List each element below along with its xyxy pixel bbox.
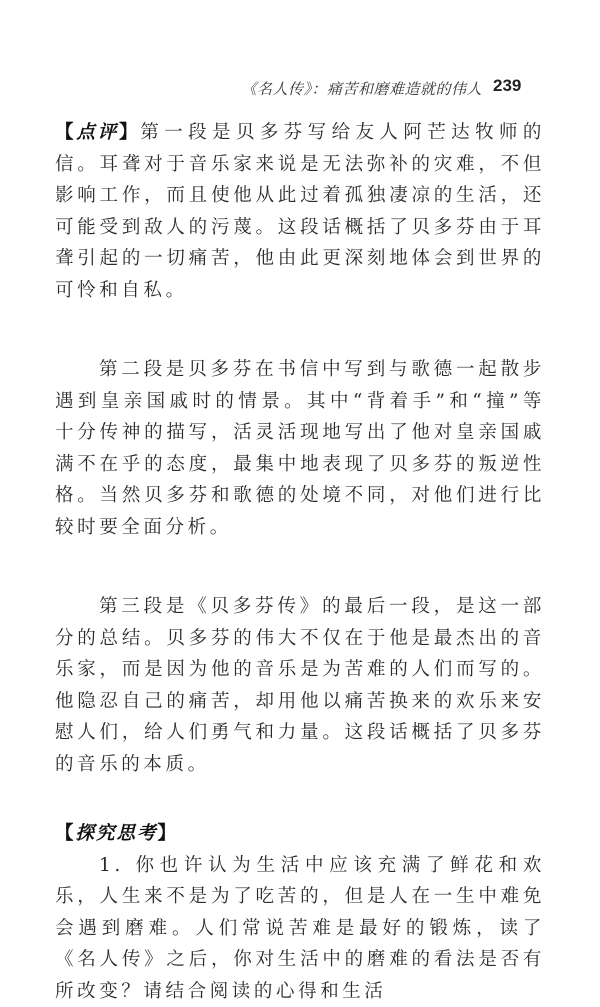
paragraph-spacer bbox=[55, 543, 545, 591]
running-header bbox=[0, 76, 600, 100]
bracket-close: 】 bbox=[158, 823, 179, 844]
commentary-label-text: 点评 bbox=[76, 122, 119, 143]
inquiry-heading-text: 探究思考 bbox=[76, 823, 158, 844]
commentary-label bbox=[55, 122, 140, 143]
page-body bbox=[55, 117, 545, 1007]
inquiry-question-1: 1. 你也许认为生活中应该充满了鲜花和欢乐，人生来不是为了吃苦的，但是人在一生中难免会遇到磨难。人们常说苦难是最好的锻炼，读了《名人传》之后，你对生活中的磨难的看法是否有所改变？请结合阅读的心得和生活 bbox=[55, 850, 545, 1007]
bracket-close: 】 bbox=[119, 122, 140, 143]
running-title: 《名人传》：痛苦和磨难造就的伟人 bbox=[241, 78, 482, 99]
section-spacer bbox=[55, 780, 545, 818]
commentary-paragraph-2: 第二段是贝多芬在书信中写到与歌德一起散步遇到皇亲国戚时的情景。其中“背着手”和“撞”等十分传神的描写，活灵活现地写出了他对皇亲国戚满不在乎的态度，最集中地表现了贝多芬的叛逆性格。当然贝多芬和歌德的处境不同，对他们进行比较时要全面分析。 bbox=[55, 354, 545, 543]
page-number: 239 bbox=[493, 76, 521, 96]
commentary-paragraph-1 bbox=[55, 117, 545, 306]
commentary-paragraph-1-text: 第一段是贝多芬写给友人阿芒达牧师的信。耳聋对于音乐家来说是无法弥补的灾难，不但影响工作，而且使他从此过着孤独凄凉的生活，还可能受到敌人的污蔑。这段话概括了贝多芬由于耳聋引起的一切痛苦，他由此更深刻地体会到世界的可怜和自私。 bbox=[55, 122, 545, 301]
paragraph-spacer bbox=[55, 306, 545, 354]
bracket-open: 【 bbox=[55, 122, 76, 143]
bracket-open: 【 bbox=[55, 823, 76, 844]
commentary-paragraph-3: 第三段是《贝多芬传》的最后一段，是这一部分的总结。贝多芬的伟大不仅在于他是最杰出的音乐家，而是因为他的音乐是为苦难的人们而写的。他隐忍自己的痛苦，却用他以痛苦换来的欢乐来安慰人们，给人们勇气和力量。这段话概括了贝多芬的音乐的本质。 bbox=[55, 591, 545, 780]
inquiry-heading bbox=[55, 818, 545, 850]
